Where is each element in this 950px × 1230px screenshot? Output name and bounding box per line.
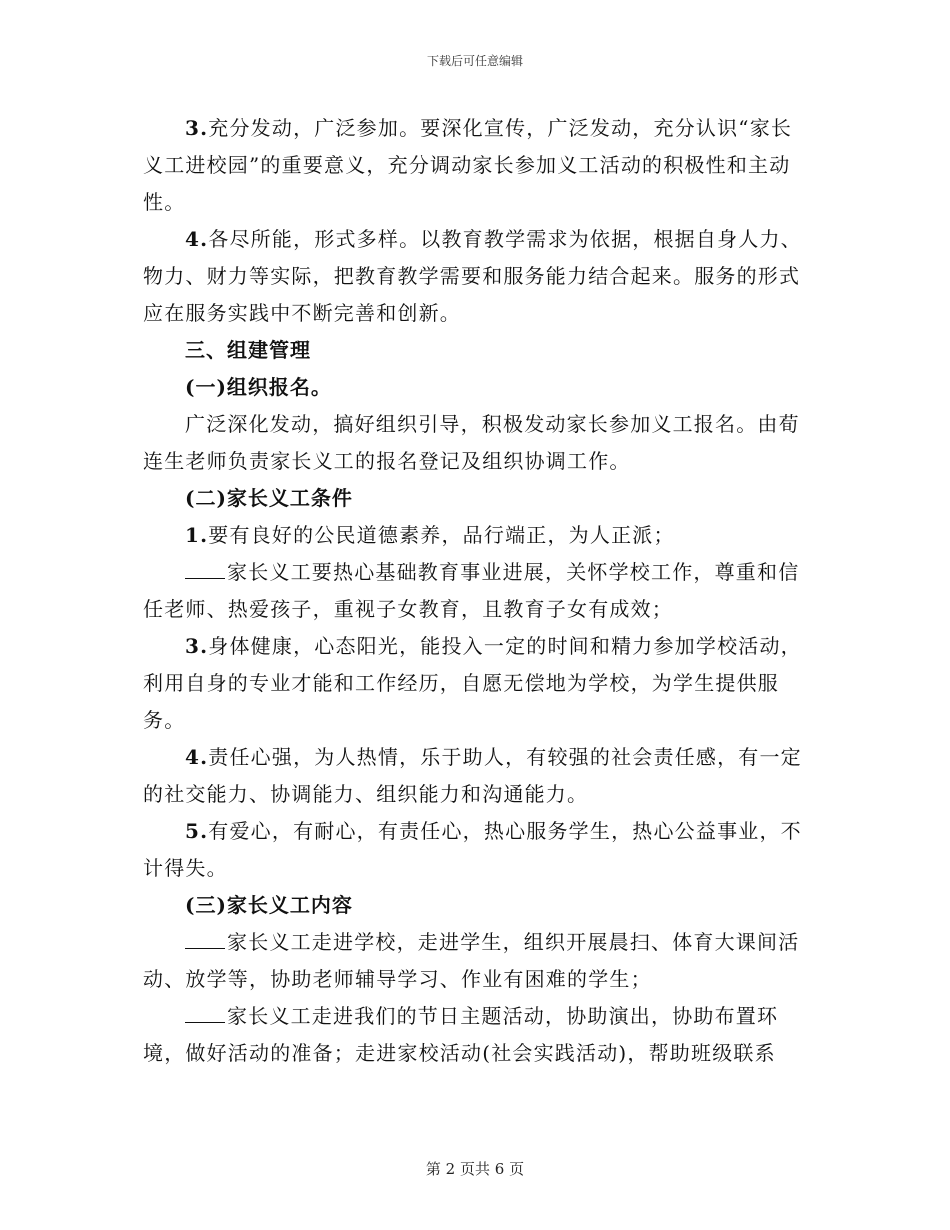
item-number: 3. [185, 634, 209, 658]
content-item-1 [143, 924, 803, 998]
item-number: 3. [185, 116, 209, 140]
page-footer: 第 2 页共 6 页 [425, 1160, 525, 1178]
paragraph-text: 家长义工走进我们的节日主题活动，协助演出，协助布置环境，做好活动的准备；走进家校活动(社会实践活动)，帮助班级联系 [143, 1004, 779, 1065]
page-header: 下载后可任意编辑 [426, 54, 523, 68]
paragraph-text: 充分发动，广泛参加。要深化宣传，广泛发动，充分认识“家长义工进校园”的重要意义，充分调动家长参加义工活动的积极性和主动性。 [143, 116, 793, 214]
paragraph-text: 有爱心，有耐心，有责任心，热心服务学生，热心公益事业，不计得失。 [143, 819, 802, 880]
condition-item-3 [143, 628, 803, 739]
subsection-heading-1: (一)组织报名。 [185, 375, 332, 399]
subsection-heading-3: (三)家长义工内容 [185, 893, 353, 917]
section-heading-3: 三、组建管理 [185, 338, 311, 362]
blank-underline [185, 1004, 225, 1023]
subsection-heading-2: (二)家长义工条件 [185, 486, 353, 510]
paragraph-text: 家长义工要热心基础教育事业进展，关怀学校工作，尊重和信任老师、热爱孩子，重视子女教育，且教育子女有成效； [143, 560, 800, 621]
paragraph-text: 要有良好的公民道德素养，品行端正，为人正派； [208, 523, 675, 547]
paragraph-principle-3 [143, 110, 803, 221]
condition-item-2 [143, 554, 803, 628]
item-number: 1. [185, 523, 209, 547]
document-body [143, 110, 803, 1072]
blank-underline [185, 560, 225, 579]
condition-item-1 [143, 517, 803, 554]
paragraph-principle-4 [143, 221, 803, 332]
paragraph-text: 责任心强，为人热情，乐于助人，有较强的社会责任感，有一定的社交能力、协调能力、组织能力和沟通能力。 [143, 745, 802, 806]
item-number: 4. [185, 227, 209, 251]
item-number: 5. [185, 819, 209, 843]
item-number: 4. [185, 745, 209, 769]
paragraph-text: 各尽所能，形式多样。以教育教学需求为依据，根据自身人力、物力、财力等实际，把教育教学需要和服务能力结合起来。服务的形式应在服务实践中不断完善和创新。 [143, 227, 802, 325]
blank-underline [185, 930, 225, 949]
paragraph-registration: 广泛深化发动，搞好组织引导，积极发动家长参加义工报名。由荀连生老师负责家长义工的报名登记及组织协调工作。 [143, 412, 800, 473]
paragraph-text: 身体健康，心态阳光，能投入一定的时间和精力参加学校活动，利用自身的专业才能和工作经历，自愿无偿地为学校，为学生提供服务。 [143, 634, 802, 732]
paragraph-text: 家长义工走进学校，走进学生，组织开展晨扫、体育大课间活动、放学等，协助老师辅导学习、作业有困难的学生； [143, 930, 800, 991]
content-item-2 [143, 998, 803, 1072]
condition-item-4 [143, 739, 803, 813]
condition-item-5 [143, 813, 803, 887]
